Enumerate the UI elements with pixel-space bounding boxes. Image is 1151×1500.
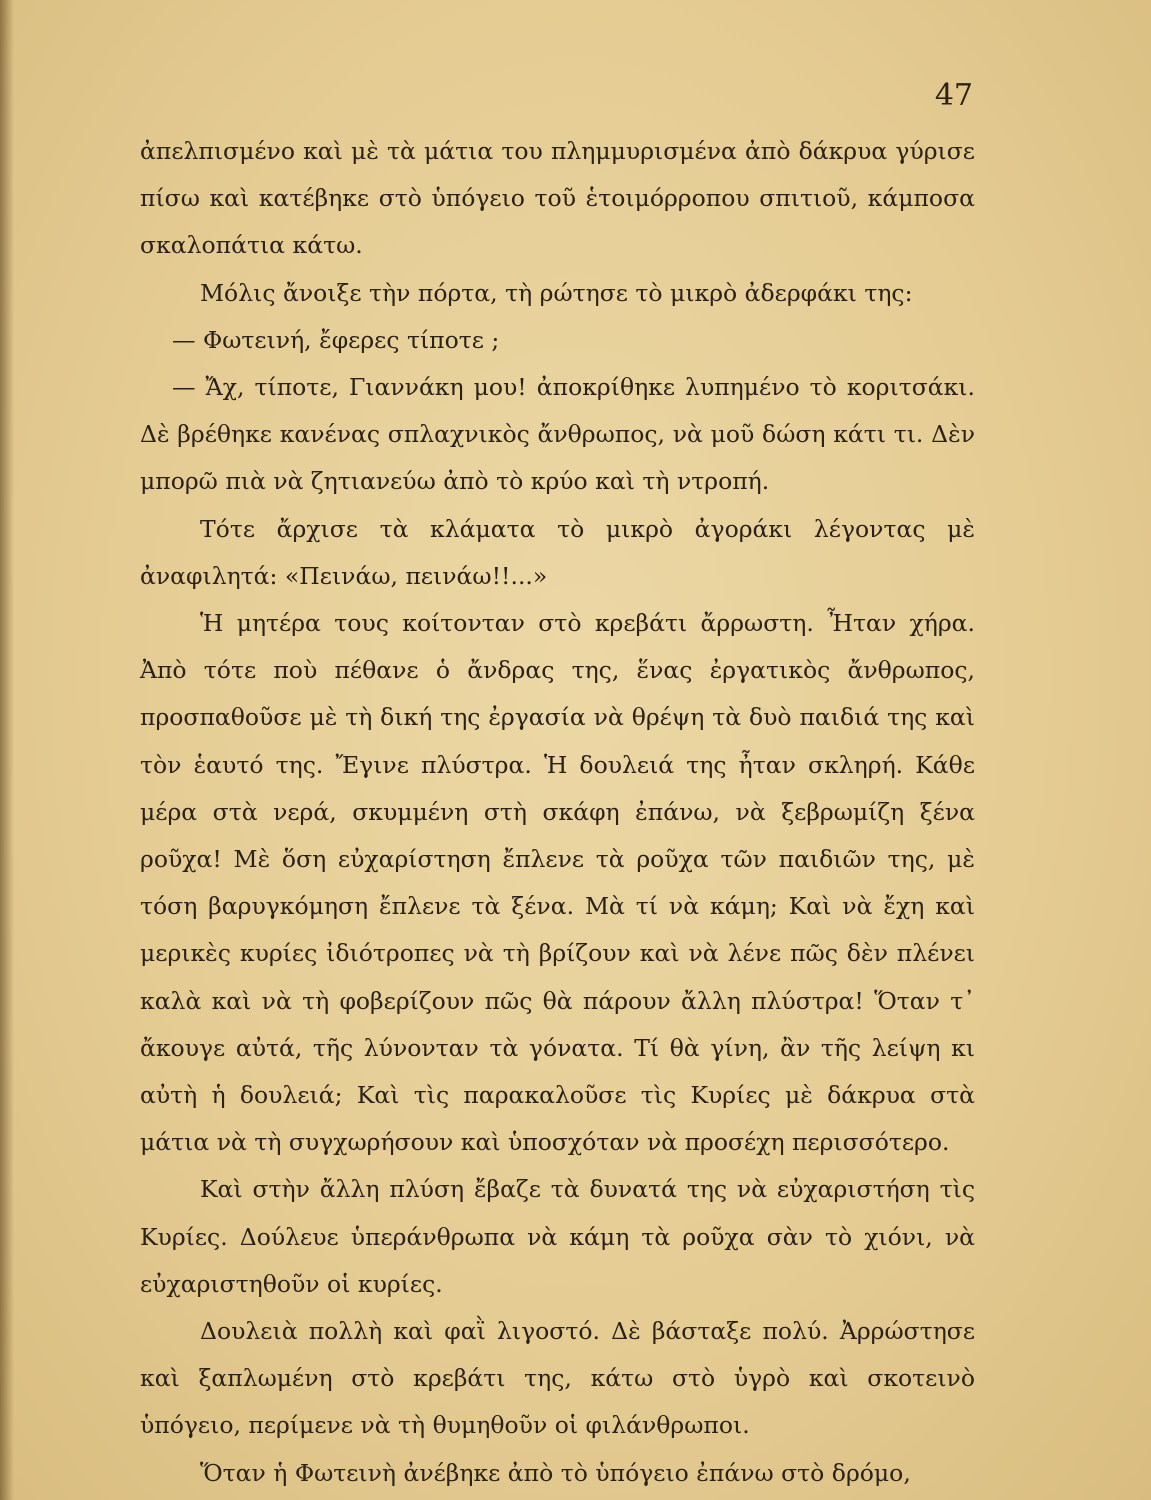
dialogue-line-2: — Ἄχ, τίποτε, Γιαννάκη μου! ἀποκρίθηκε λυπημένο τὸ κοριτσάκι. Δὲ βρέθηκε κανένας σπλαχνικὸς ἄνθρωπος, νὰ μοῦ δώση κάτι τι. Δὲν μπορῶ πιὰ νὰ ζητιανεύω ἀπὸ τὸ κρύο καὶ τὴ ντροπή. bbox=[140, 373, 975, 496]
binding-shadow bbox=[0, 0, 14, 1500]
body-text bbox=[140, 128, 975, 1497]
paragraph-7: Ὅταν ἡ Φωτεινὴ ἀνέβηκε ἀπὸ τὸ ὑπόγειο ἐπάνω στὸ δρόμο, bbox=[200, 1458, 911, 1487]
paragraph-5: Καὶ στὴν ἄλλη πλύση ἔβαζε τὰ δυνατά της νὰ εὐχαριστήση τὶς Κυρίες. Δούλευε ὑπεράνθρωπα νὰ κάμη τὰ ροῦχα σὰν τὸ χιόνι, νὰ εὐχαριστηθοῦν οἱ κυρίες. bbox=[140, 1175, 975, 1298]
paragraph-6: Δουλειὰ πολλὴ καὶ φαῒ λιγοστό. Δὲ βάσταξε πολύ. Ἀρρώστησε καὶ ξαπλωμένη στὸ κρεβάτι της, κάτω στὸ ὑγρὸ καὶ σκοτεινὸ ὑπόγειο, περίμενε νὰ τὴ θυμηθοῦν οἱ φιλάνθρωποι. bbox=[140, 1317, 975, 1440]
paragraph-4: Ἡ μητέρα τους κοίτονταν στὸ κρεβάτι ἄρρωστη. Ἦταν χήρα. Ἀπὸ τότε ποὺ πέθανε ὁ ἄνδρας της, ἕνας ἐργατικὸς ἄνθρωπος, προσπαθοῦσε μὲ τὴ δική της ἐργασία νὰ θρέψη τὰ δυὸ παιδιά της καὶ τὸν ἑαυτό της. Ἔγινε πλύστρα. Ἡ δουλειά της ἦταν σκληρή. Κάθε μέρα στὰ νερά, σκυμμένη στὴ σκάφη ἐπάνω, νὰ ξεβρωμίζη ξένα ροῦχα! Μὲ ὅση εὐχαρίστηση ἔπλενε τὰ ροῦχα τῶν παιδιῶν της, μὲ τόση βαρυγκόμηση ἔπλενε τὰ ξένα. Μὰ τί νὰ κάμη; Καὶ νὰ ἔχη καὶ μερικὲς κυρίες ἰδιότροπες νὰ τὴ βρίζουν καὶ νὰ λένε πῶς δὲν πλένει καλὰ καὶ νὰ τὴ φοβερίζουν πῶς θὰ πάρουν ἄλλη πλύστρα! Ὅταν τ᾿ ἄκουγε αὐτά, τῆς λύνονταν τὰ γόνατα. Τί θὰ γίνη, ἂν τῆς λείψη κι αὐτὴ ἡ δουλειά; Καὶ τὶς παρακαλοῦσε τὶς Κυρίες μὲ δάκρυα στὰ μάτια νὰ τὴ συγχωρήσουν καὶ ὑποσχόταν νὰ προσέχη περισσότερο. bbox=[140, 609, 975, 1157]
page-number: 47 bbox=[934, 78, 973, 113]
paragraph-3: Τότε ἄρχισε τὰ κλάματα τὸ μικρὸ ἀγοράκι λέγοντας μὲ ἀναφιλητά: «Πεινάω, πεινάω!!...» bbox=[140, 514, 975, 590]
paragraph-2: Μόλις ἄνοιξε τὴν πόρτα, τὴ ρώτησε τὸ μικρὸ ἀδερφάκι της: bbox=[200, 278, 913, 307]
dialogue-line-1: — Φωτεινή, ἔφερες τίποτε ; bbox=[172, 325, 500, 354]
paragraph-1: ἀπελπισμένο καὶ μὲ τὰ μάτια του πλημμυρισμένα ἀπὸ δάκρυα γύρισε πίσω καὶ κατέβηκε στὸ ὑπόγειο τοῦ ἑτοιμόρροπου σπιτιοῦ, κάμποσα σκαλοπάτια κάτω. bbox=[140, 137, 975, 260]
